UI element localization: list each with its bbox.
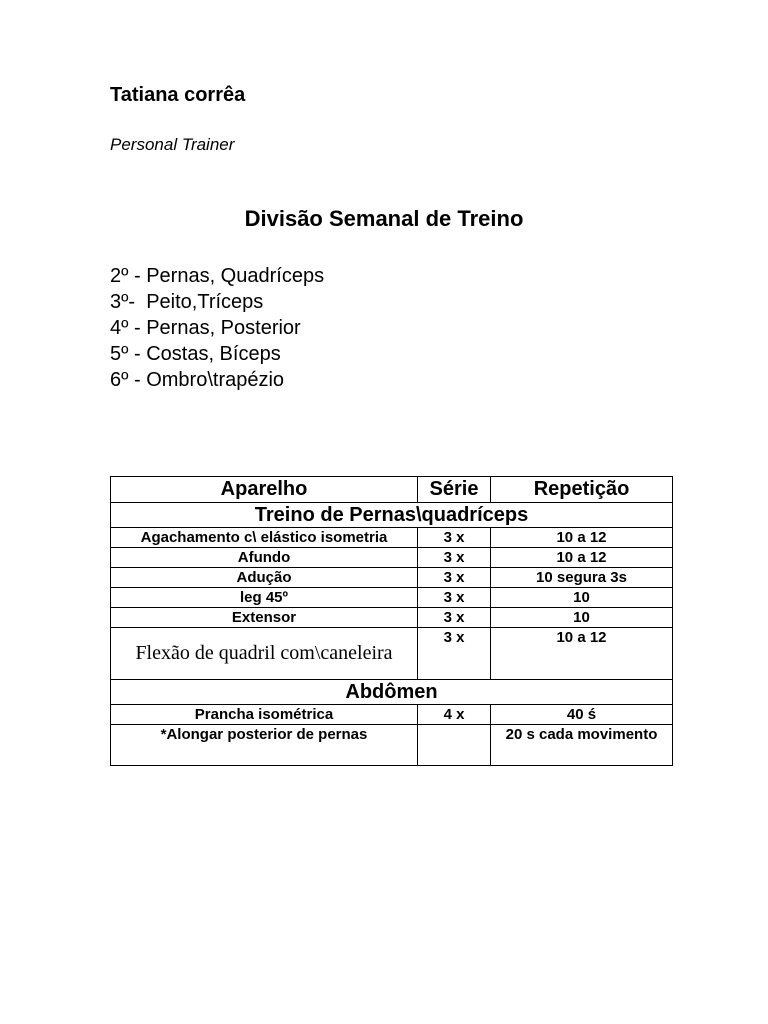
section-title-legs: Treino de Pernas\quadríceps (111, 503, 673, 528)
schedule-item: 3º- Peito,Tríceps (110, 291, 264, 313)
exercise-series: 3 x (418, 528, 491, 548)
exercise-reps: 40 ś (491, 705, 673, 725)
author-role: Personal Trainer (110, 135, 235, 154)
exercise-reps: 10 segura 3s (491, 568, 673, 588)
table-row (111, 725, 673, 766)
table-row (111, 608, 673, 628)
exercise-series: 3 x (418, 568, 491, 588)
exercise-name: Afundo (111, 548, 418, 568)
schedule-item: 2º - Pernas, Quadríceps (110, 265, 325, 287)
table-row (111, 548, 673, 568)
exercise-name: *Alongar posterior de pernas (111, 725, 418, 766)
table-row (111, 568, 673, 588)
exercise-name: leg 45º (111, 588, 418, 608)
exercise-reps: 10 a 12 (491, 628, 673, 680)
exercise-name: Flexão de quadril com\caneleira (111, 628, 418, 680)
schedule-item: 4º - Pernas, Posterior (110, 317, 301, 339)
section-title-abs: Abdômen (111, 680, 673, 705)
section-row-legs (111, 503, 673, 528)
exercise-reps: 10 (491, 608, 673, 628)
table-row (111, 628, 673, 680)
exercise-series: 3 x (418, 608, 491, 628)
exercise-reps: 10 a 12 (491, 548, 673, 568)
table-row (111, 705, 673, 725)
column-header-series: Série (418, 477, 491, 503)
exercise-name: Extensor (111, 608, 418, 628)
exercise-series: 4 x (418, 705, 491, 725)
exercise-series: 3 x (418, 628, 491, 680)
exercise-name: Adução (111, 568, 418, 588)
column-header-reps: Repetição (491, 477, 673, 503)
schedule-item: 6º - Ombro\trapézio (110, 369, 285, 391)
table-row (111, 528, 673, 548)
weekly-schedule-list (110, 263, 324, 393)
exercise-series: 3 x (418, 588, 491, 608)
exercise-series (418, 725, 491, 766)
workout-table (110, 476, 673, 766)
table-header-row (111, 477, 673, 503)
exercise-reps: 10 (491, 588, 673, 608)
schedule-item: 5º - Costas, Bíceps (110, 343, 281, 365)
exercise-reps: 10 a 12 (491, 528, 673, 548)
exercise-series: 3 x (418, 548, 491, 568)
exercise-name: Agachamento c\ elástico isometria (111, 528, 418, 548)
exercise-reps: 20 s cada movimento (491, 725, 673, 766)
author-name: Tatiana corrêa (110, 84, 246, 106)
table-row (111, 588, 673, 608)
section-row-abs (111, 680, 673, 705)
column-header-equipment: Aparelho (111, 477, 418, 503)
document-title: Divisão Semanal de Treino (244, 206, 524, 231)
exercise-name: Prancha isométrica (111, 705, 418, 725)
